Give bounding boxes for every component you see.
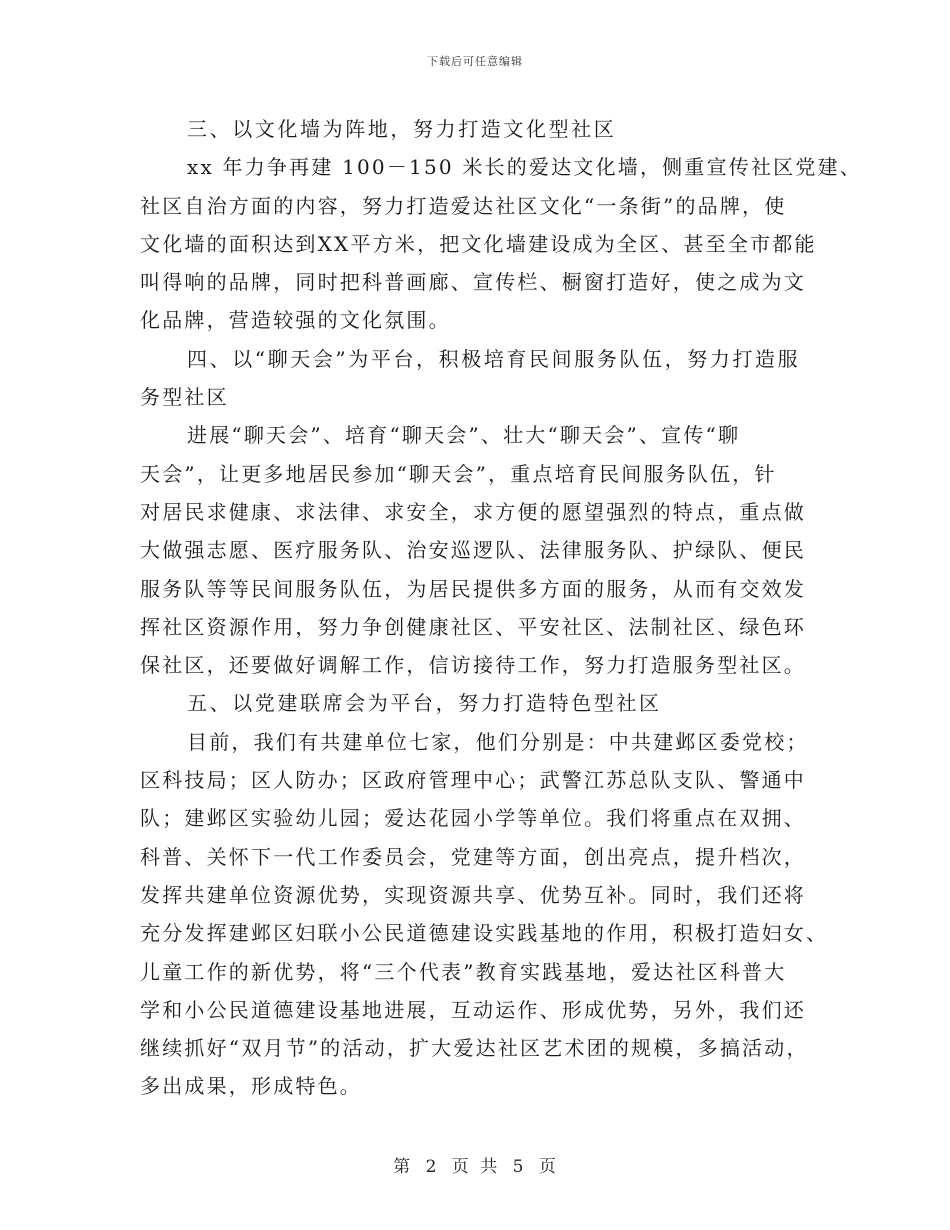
- text-line: 学和小公民道德建设基地进展，互动运作、形成优势，另外，我们还: [140, 997, 806, 1022]
- footer-total-pages: 5: [512, 1157, 525, 1177]
- text-line: 叫得响的品牌，同时把科普画廊、宣传栏、橱窗打造好，使之成为文: [140, 270, 806, 295]
- document-body: [140, 110, 862, 1106]
- text-line: 区科技局；区人防办；区政府管理中心；武警江苏总队支队、警通中: [140, 768, 806, 793]
- text-line: 化品牌，营造较强的文化氛围。: [140, 308, 451, 333]
- text-line: 发挥共建单位资源优势，实现资源共享、优势互补。同时，我们还将: [140, 882, 806, 907]
- text-line: 儿童工作的新优势，将“三个代表”教育实践基地，爱达社区科普大: [140, 959, 787, 984]
- text-line: 文化墙的面积达到XX平方米，把文化墙建设成为全区、甚至全市都能: [140, 231, 817, 256]
- footer-middle: 页 共: [451, 1157, 499, 1177]
- text-line: 挥社区资源作用，努力争创健康社区、平安社区、法制社区、绿色环: [140, 614, 806, 639]
- footer-prefix: 第: [393, 1157, 412, 1177]
- footer-suffix: 页: [538, 1157, 557, 1177]
- page-header: 下载后可任意编辑: [427, 55, 523, 68]
- page-footer: [0, 1152, 950, 1177]
- text-line: 服务队等等民间服务队伍，为居民提供多方面的服务，从而有交效发: [140, 576, 806, 601]
- text-line: 务型社区: [140, 385, 229, 410]
- text-line: 继续抓好“双月节”的活动，扩大爱达社区艺术团的规模，多搞活动，: [140, 1036, 809, 1061]
- text-line: 进展“聊天会”、培育“聊天会”、壮大“聊天会”、宣传“聊: [187, 423, 741, 448]
- text-line: 大做强志愿、医疗服务队、治安巡逻队、法律服务队、护绿队、便民: [140, 538, 806, 563]
- footer-current-page: 2: [425, 1157, 438, 1177]
- text-line: 保社区，还要做好调解工作，信访接待工作，努力打造服务型社区。: [140, 653, 806, 678]
- text-line: 充分发挥建邺区妇联小公民道德建设实践基地的作用，积极打造妇女、: [140, 921, 829, 946]
- section-heading: 四、以“聊天会”为平台，积极培育民间服务队伍，努力打造服: [187, 346, 801, 371]
- text-line: 目前，我们有共建单位七家，他们分别是：中共建邺区委党校；: [187, 729, 809, 754]
- text-line: 天会”，让更多地居民参加“聊天会”，重点培育民间服务队伍，针: [140, 461, 777, 486]
- section-heading: 三、以文化墙为阵地，努力打造文化型社区: [187, 117, 617, 141]
- text-line: 对居民求健康、求法律、求安全，求方便的愿望强烈的特点，重点做: [140, 499, 806, 524]
- text-line: 多出成果，形成特色。: [140, 1074, 362, 1099]
- text-line: 队；建邺区实验幼儿园；爱达花园小学等单位。我们将重点在双拥、: [140, 806, 806, 831]
- text-line: 科普、关怀下一代工作委员会，党建等方面，创出亮点，提升档次，: [140, 844, 806, 869]
- section-heading: 五、以党建联席会为平台，努力打造特色型社区: [187, 691, 662, 716]
- text-line: 社区自治方面的内容，努力打造爱达社区文化“一条街”的品牌，使: [140, 193, 787, 218]
- text-line: xx 年力争再建 100－150 米长的爱达文化墙，侧重宣传社区党建、: [187, 155, 862, 180]
